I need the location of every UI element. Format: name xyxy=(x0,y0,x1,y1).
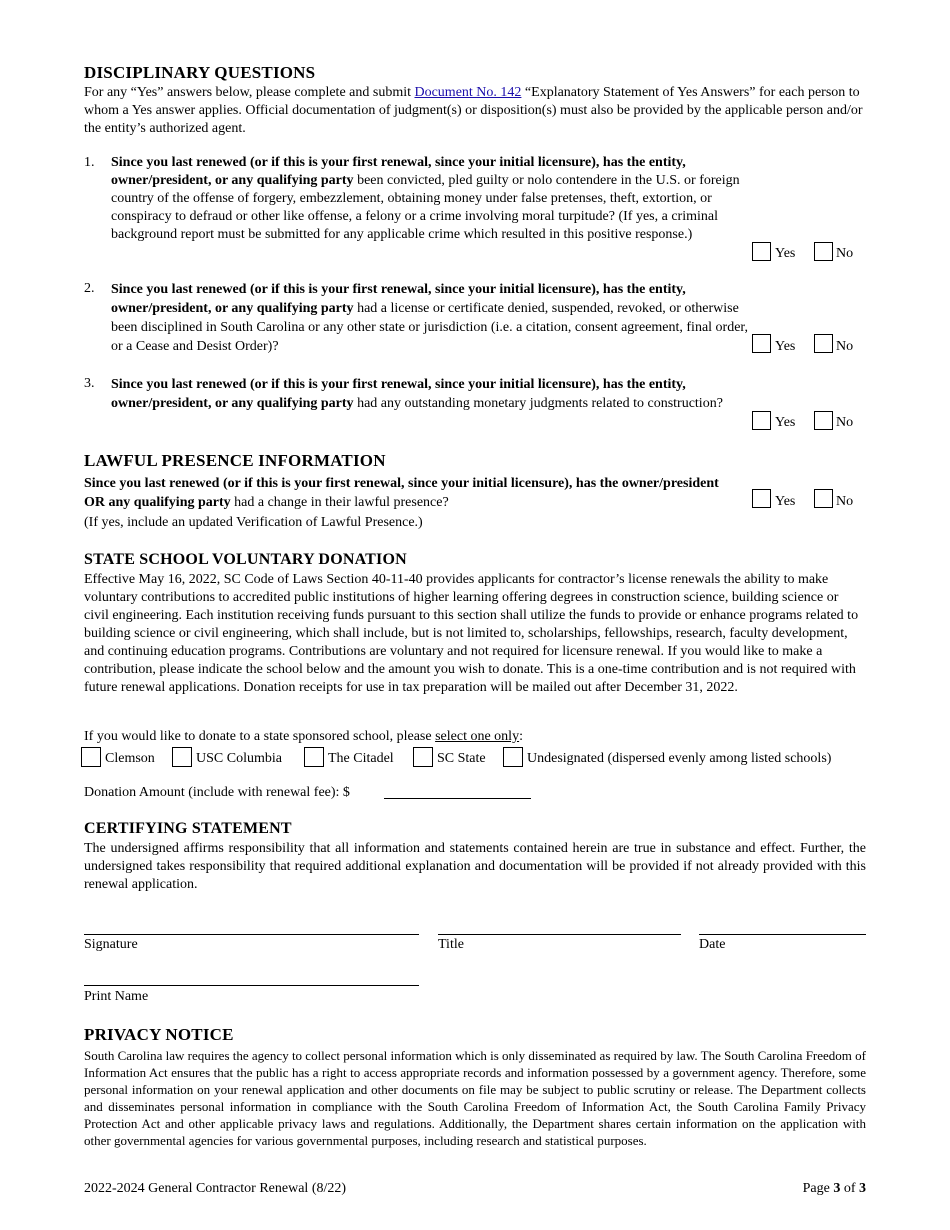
the-citadel-checkbox[interactable] xyxy=(304,747,324,767)
question-2-number: 2. xyxy=(84,281,95,296)
sc-state-label: SC State xyxy=(437,751,486,766)
question-2-yes-label: Yes xyxy=(775,339,796,354)
undesignated-label: Undesignated (dispersed evenly among listed schools) xyxy=(527,751,832,766)
donation-amount-field[interactable] xyxy=(384,798,531,799)
donation-body: Effective May 16, 2022, SC Code of Laws Section 40-11-40 provides applicants for contractor’s license renewals the ability to make voluntary contributions to accredited public institutions of higher learning offering degrees in construction science, building science or civil engineering. Each institution receiving funds pursuant to this section shall utilize the funds to provide or enhance programs related to building science or civil engineering, which shall include, but is not limited to, scholarships, fellowships, research, faculty development, and continuing education programs. Contributions are voluntary and not required for licensure renewal. If you would like to make a contribution, please indicate the school below and the amount you wish to donate. This is a one-time contribution and is not required with future renewal applications. Donation receipts for use in tax preparation will be mailed out after December 31, 2022. xyxy=(84,572,859,695)
privacy-body: South Carolina law requires the agency to collect personal information which is only disseminated as required by law. The South Carolina Freedom of Information Act ensures that the public has a right to access appropriate records and information possessed by a government agency. Therefore, some personal information on your renewal application and other documents on file may be subject to public scrutiny or release. The Department collects and disseminates personal information in compliance with the South Carolina Freedom of Information Act, the South Carolina Family Privacy Protection Act and other applicable privacy laws and regulations. Additionally, the Department shares certain information on the application with other governmental agencies for various governmental purposes, including research and statistical purposes. xyxy=(84,1048,866,1148)
form-id: 2022-2024 General Contractor Renewal (8/22) xyxy=(84,1181,347,1196)
signature-line[interactable] xyxy=(84,934,419,935)
sc-state-checkbox[interactable] xyxy=(413,747,433,767)
date-label: Date xyxy=(699,937,726,952)
lawful-presence-heading: LAWFUL PRESENCE INFORMATION xyxy=(84,451,386,470)
lawful-presence-no-checkbox[interactable] xyxy=(814,489,833,508)
question-2-yes-checkbox[interactable] xyxy=(752,334,771,353)
disciplinary-heading: DISCIPLINARY QUESTIONS xyxy=(84,63,316,82)
clemson-checkbox[interactable] xyxy=(81,747,101,767)
signature-label: Signature xyxy=(84,937,138,952)
question-1-no-checkbox[interactable] xyxy=(814,242,833,261)
usc-columbia-label: USC Columbia xyxy=(196,751,282,766)
question-3-number: 3. xyxy=(84,376,95,391)
certifying-body: The undersigned affirms responsibility that all information and statements contained herein are true in substance and effect. Further, the undersigned takes responsibility that required additional explanation and documentation will be provided if not already provided with this renewal application. xyxy=(84,841,866,892)
question-3-no-label: No xyxy=(836,415,854,430)
question-3-yes-checkbox[interactable] xyxy=(752,411,771,430)
document-142-link[interactable]: Document No. 142 xyxy=(414,85,522,100)
question-3-text: Since you last renewed (or if this is your first renewal, since your initial licensure), has the entity, owner/president, or any qualifying party had any outstanding monetary judgments related to construction? xyxy=(111,377,723,411)
question-2-text: Since you last renewed (or if this is your first renewal, since your initial licensure), has the entity, owner/president, or any qualifying party had a license or certificate denied, suspended, revoked, or otherwise been disciplined in South Carolina or any other state or jurisdiction (i.e. a citation, consent agreement, final order, or a Cease and Desist Order)? xyxy=(111,282,749,354)
undesignated-checkbox[interactable] xyxy=(503,747,523,767)
usc-columbia-checkbox[interactable] xyxy=(172,747,192,767)
the-citadel-label: The Citadel xyxy=(328,751,394,766)
lawful-presence-no-label: No xyxy=(836,494,854,509)
privacy-heading: PRIVACY NOTICE xyxy=(84,1025,234,1044)
donation-amount-label: Donation Amount (include with renewal fee): $ xyxy=(84,785,350,800)
certifying-heading: CERTIFYING STATEMENT xyxy=(84,820,292,837)
question-1-no-label: No xyxy=(836,246,854,261)
date-line[interactable] xyxy=(699,934,866,935)
question-1-yes-checkbox[interactable] xyxy=(752,242,771,261)
donation-heading: STATE SCHOOL VOLUNTARY DONATION xyxy=(84,551,407,568)
question-1-number: 1. xyxy=(84,155,95,170)
donation-prompt: If you would like to donate to a state sponsored school, please select one only: xyxy=(84,729,523,744)
lawful-presence-yes-label: Yes xyxy=(775,494,796,509)
print-name-label: Print Name xyxy=(84,989,149,1004)
question-3-no-checkbox[interactable] xyxy=(814,411,833,430)
question-1-text: Since you last renewed (or if this is your first renewal, since your initial licensure), has the entity, owner/president, or any qualifying party been convicted, pled guilty or nolo contendere in the U.S. or foreign country of the offense of forgery, embezzlement, obtaining money under false pretenses, theft, extortion, or conspiracy to defraud or other like offense, a felony or a crime involving moral turpitude? (If yes, a criminal background report must be submitted for any applicable crime which resulted in this positive response.) xyxy=(111,155,740,242)
disciplinary-intro: For any “Yes” answers below, please complete and submit Document No. 142 “Explanatory Statement of Yes Answers” for each person to whom a Yes answer applies. Official documentation of judgment(s) or disposition(s) must also be provided by the applicable person and/or the entity’s authorized agent. xyxy=(84,85,863,136)
title-line[interactable] xyxy=(438,934,681,935)
question-2-no-checkbox[interactable] xyxy=(814,334,833,353)
print-name-line[interactable] xyxy=(84,985,419,986)
question-1-yes-label: Yes xyxy=(775,246,796,261)
page-number: Page 3 of 3 xyxy=(802,1181,866,1196)
lawful-presence-question: Since you last renewed (or if this is your first renewal, since your initial licensure), has the owner/president OR any qualifying party had a change in their lawful presence? xyxy=(84,476,719,510)
clemson-label: Clemson xyxy=(105,751,155,766)
question-3-yes-label: Yes xyxy=(775,415,796,430)
question-2-no-label: No xyxy=(836,339,854,354)
lawful-presence-note: (If yes, include an updated Verification of Lawful Presence.) xyxy=(84,515,423,530)
lawful-presence-yes-checkbox[interactable] xyxy=(752,489,771,508)
title-label: Title xyxy=(438,937,464,952)
